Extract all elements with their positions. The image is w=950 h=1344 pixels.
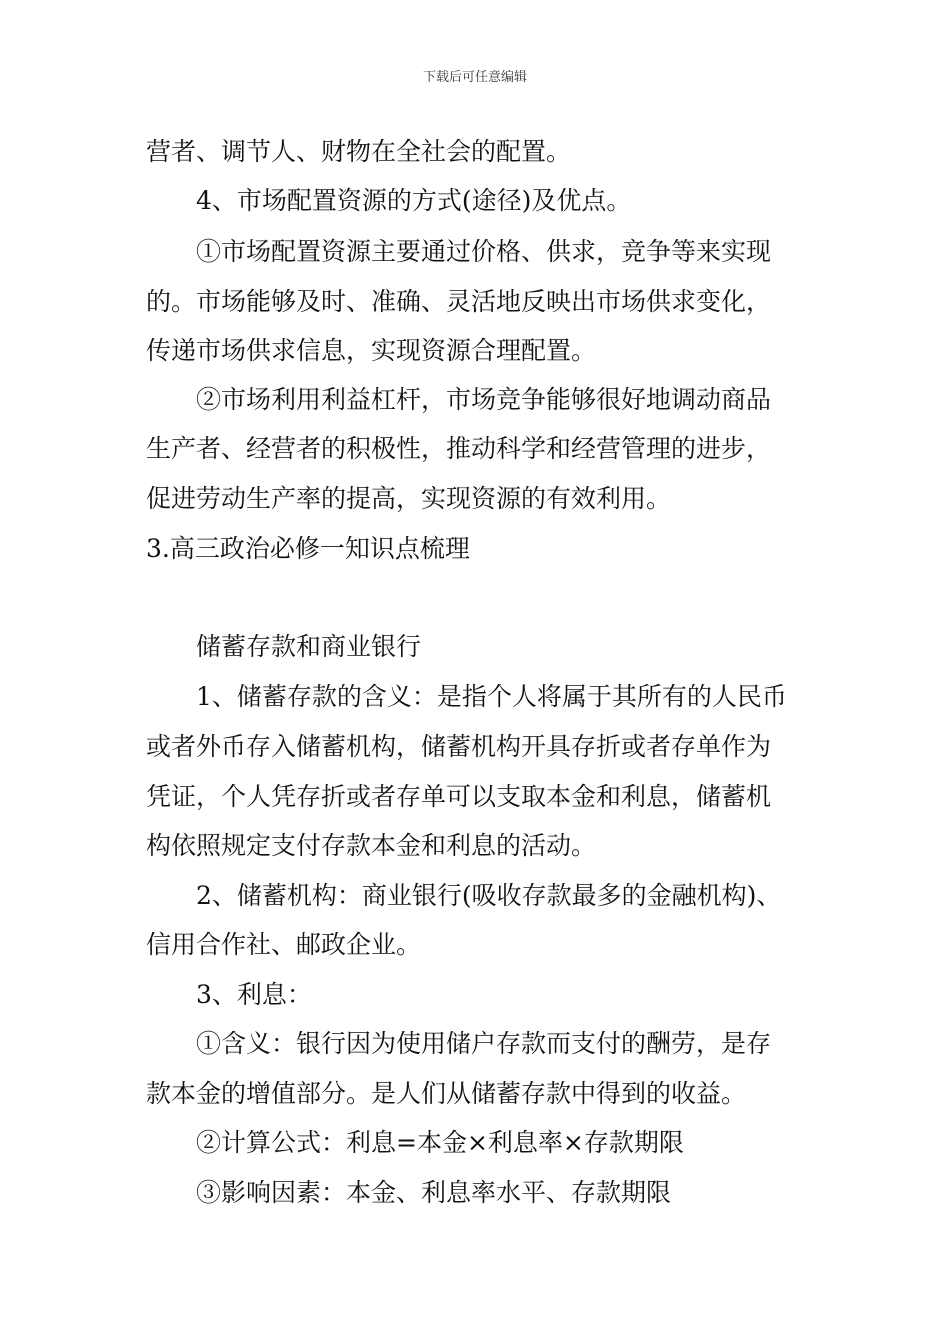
text-line: ③影响因素：本金、利息率水平、存款期限 — [196, 1178, 672, 1207]
section-heading: 3.高三政治必修一知识点梳理 — [146, 534, 470, 563]
text-line: 3、利息： — [196, 980, 312, 1009]
text-line: ②计算公式：利息=本金×利息率×存款期限 — [196, 1128, 684, 1157]
text-line: 凭证，个人凭存折或者存单可以支取本金和利息，储蓄机 — [146, 782, 772, 811]
text-line: 促进劳动生产率的提高，实现资源的有效利用。 — [146, 484, 672, 513]
text-line: 1、储蓄存款的含义：是指个人将属于其所有的人民币 — [196, 682, 787, 711]
subsection-heading: 储蓄存款和商业银行 — [196, 632, 422, 661]
text-line: 营者、调节人、财物在全社会的配置。 — [146, 137, 572, 166]
text-line: 款本金的增值部分。是人们从储蓄存款中得到的收益。 — [146, 1079, 747, 1108]
text-line: ①市场配置资源主要通过价格、供求，竞争等来实现 — [196, 237, 772, 266]
text-line: 生产者、经营者的积极性，推动科学和经营管理的进步， — [146, 434, 772, 463]
text-line: ②市场利用利益杠杆，市场竞争能够很好地调动商品 — [196, 385, 772, 414]
page-header: 下载后可任意编辑 — [422, 70, 527, 85]
text-line: 2、储蓄机构：商业银行(吸收存款最多的金融机构)、 — [196, 881, 782, 910]
text-line: 构依照规定支付存款本金和利息的活动。 — [146, 831, 597, 860]
text-line: 或者外币存入储蓄机构，储蓄机构开具存折或者存单作为 — [146, 732, 772, 761]
text-line: 传递市场供求信息，实现资源合理配置。 — [146, 336, 597, 365]
text-line: 信用合作社、邮政企业。 — [146, 930, 422, 959]
text-line: ①含义：银行因为使用储户存款而支付的酬劳，是存 — [196, 1029, 772, 1058]
text-line: 的。市场能够及时、准确、灵活地反映出市场供求变化， — [146, 287, 772, 316]
text-line: 4、市场配置资源的方式(途径)及优点。 — [196, 186, 632, 215]
